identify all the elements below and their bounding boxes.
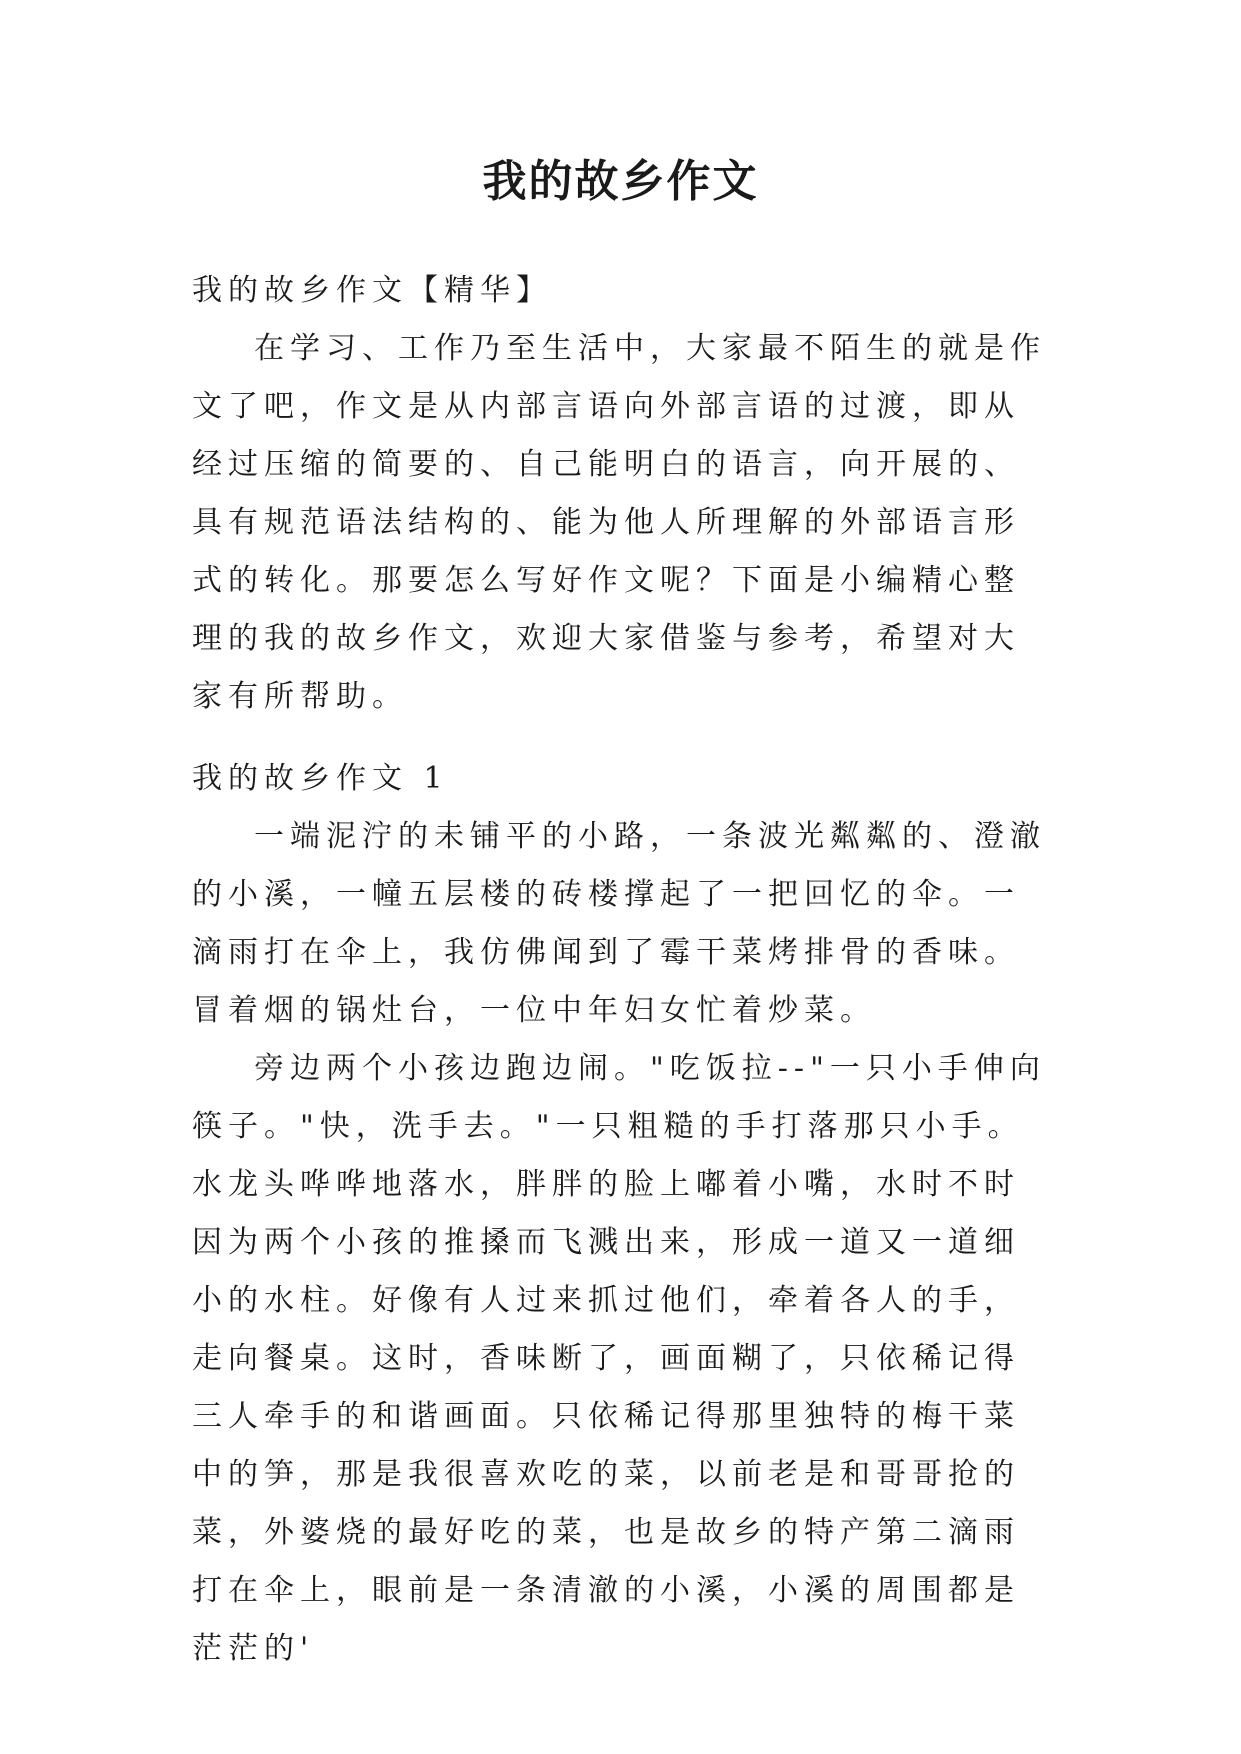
essay-1-paragraph: 旁边两个小孩边跑边闹。"吃饭拉--"一只小手伸向筷子。"快，洗手去。"一只粗糙的手打落那只小手。水龙头哗哗地落水，胖胖的脸上嘟着小嘴，水时不时因为两个小孩的推搡而飞溅出来，形成一道又一道细小的水柱。好像有人过来抓过他们，牵着各人的手，走向餐桌。这时，香味断了，画面糊了，只依稀记得三人牵手的和谐画面。只依稀记得那里独特的梅干菜中的笋，那是我很喜欢吃的菜，以前老是和哥哥抢的菜，外婆烧的最好吃的菜，也是故乡的特产第二滴雨打在伞上，眼前是一条清澈的小溪，小溪的周围都是茫茫的' [192, 1051, 1046, 1666]
intro-heading: 我的故乡作文【精华】 [192, 273, 552, 308]
essay-1-heading: 我的故乡作文 1 [192, 761, 449, 796]
intro-section [192, 262, 1052, 726]
essay-1-paragraph: 一端泥泞的未铺平的小路，一条波光粼粼的、澄澈的小溪，一幢五层楼的砖楼撑起了一把回忆的伞。一滴雨打在伞上，我仿佛闻到了霉干菜烤排骨的香味。冒着烟的锅灶台，一位中年妇女忙着炒菜。 [192, 819, 1046, 1028]
intro-paragraph: 在学习、工作乃至生活中，大家最不陌生的就是作文了吧，作文是从内部言语向外部言语的过渡，即从经过压缩的简要的、自己能明白的语言，向开展的、具有规范语法结构的、能为他人所理解的外部语言形式的转化。那要怎么写好作文呢？下面是小编精心整理的我的故乡作文，欢迎大家借鉴与参考，希望对大家有所帮助。 [192, 331, 1046, 714]
document-title: 我的故乡作文 [482, 156, 759, 207]
essay-1-section [192, 750, 1052, 1678]
